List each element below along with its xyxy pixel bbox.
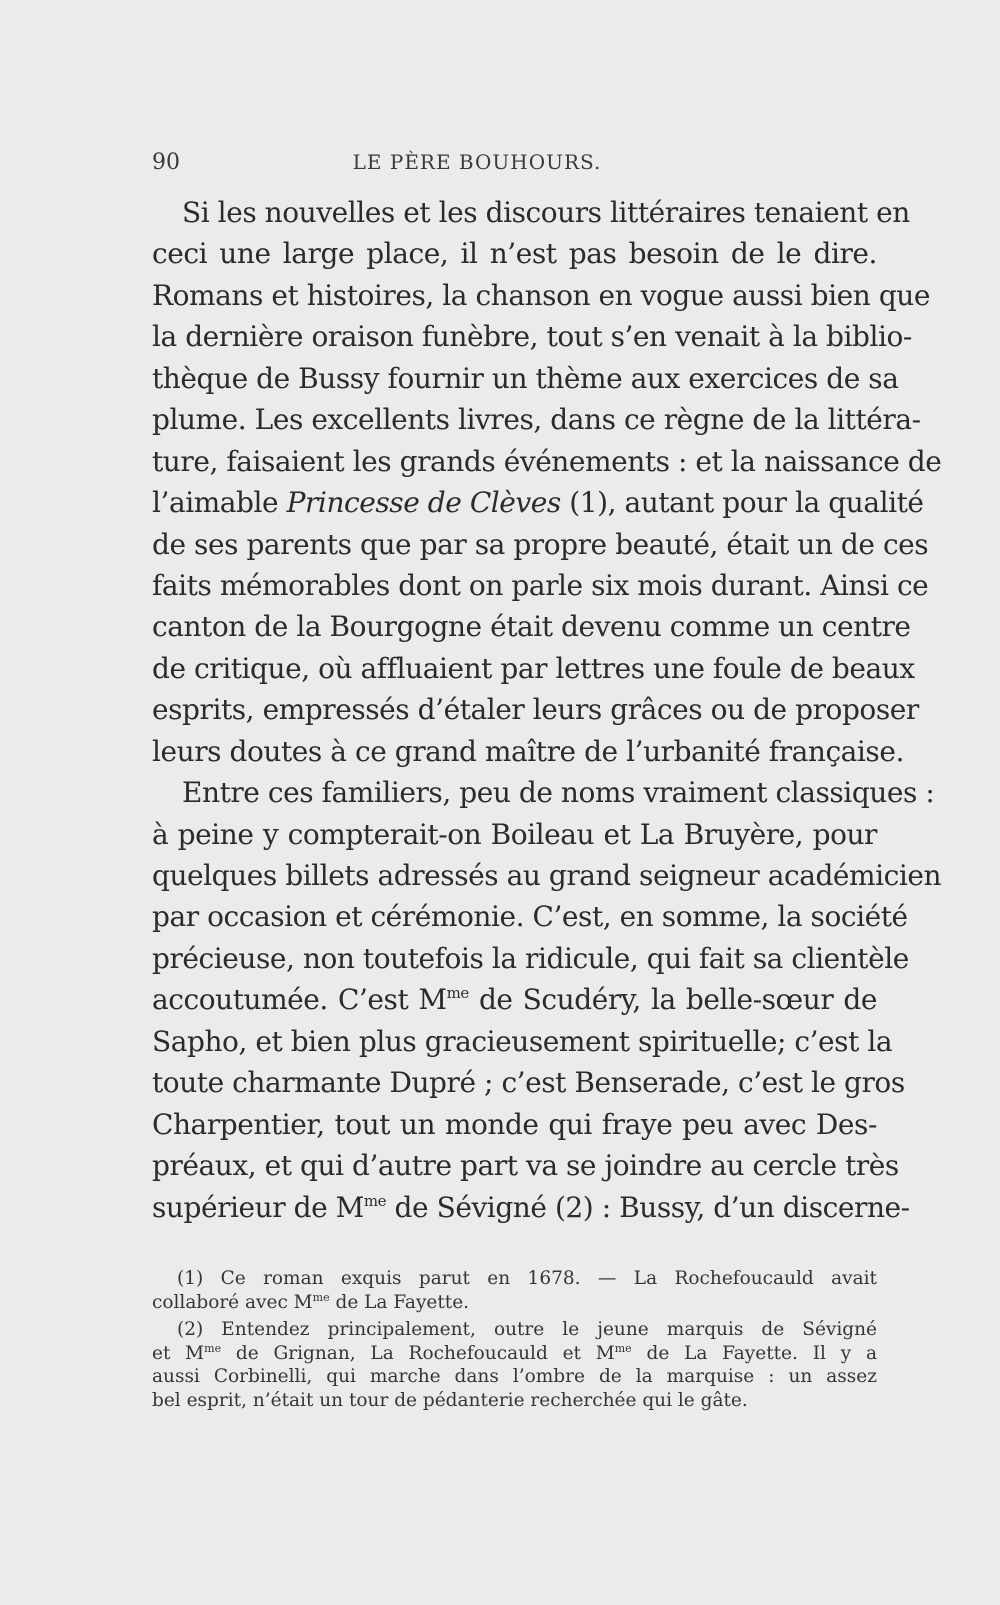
footnote-line: (2) Entendez principalement, outre le jeune marquis de Sévigné	[177, 1319, 877, 1341]
text-line: de critique, où affluaient par lettres une foule de beaux	[152, 651, 915, 685]
superscript: me	[446, 984, 469, 1003]
text-fragment: (1), autant pour la qualité	[560, 486, 924, 520]
text-line: canton de la Bourgogne était devenu comme un centre	[152, 610, 911, 644]
text-line: esprits, empressés d’étaler leurs grâces ou de proposer	[152, 693, 919, 727]
text-fragment: de La Fayette. Il y a	[631, 1342, 877, 1364]
text-line: de ses parents que par sa propre beauté, était un de ces	[152, 527, 929, 561]
book-title-italic: Princesse de Clèves	[286, 486, 561, 520]
text-fragment: et M	[152, 1342, 205, 1364]
text-line: faits mémorables dont on parle six mois durant. Ainsi ce	[152, 568, 929, 602]
text-line: la dernière oraison funèbre, tout s’en venait à la biblio-	[152, 320, 912, 354]
page-number: 90	[152, 150, 180, 175]
text-line: ture, faisaient les grands événements : et la naissance de	[152, 444, 942, 478]
text-line: Charpentier, tout un monde qui fraye peu avec Des-	[152, 1107, 877, 1141]
footnote-line: aussi Corbinelli, qui marche dans l’ombre de la marquise : un assez	[152, 1366, 877, 1388]
text-line: quelques billets adressés au grand seigneur académicien	[152, 859, 942, 892]
text-line: Entre ces familiers, peu de noms vraiment classiques :	[182, 776, 935, 810]
text-fragment: accoutumée. C’est M	[152, 983, 447, 1017]
footnotes	[152, 1267, 877, 1413]
text-fragment: collaboré avec M	[152, 1291, 313, 1313]
text-line: préaux, et qui d’autre part va se joindre au cercle très	[152, 1149, 899, 1183]
footnote-line: bel esprit, n’était un tour de pédanterie recherchée qui le gâte.	[152, 1389, 748, 1411]
text-fragment: de Grignan, La Rochefoucauld et M	[221, 1342, 615, 1364]
text-line: leurs doutes à ce grand maître de l’urbanité française.	[152, 734, 904, 768]
main-text	[152, 192, 942, 1228]
text-line	[152, 1187, 910, 1228]
text-line: toute charmante Dupré ; c’est Benserade, c’est le gros	[152, 1066, 905, 1100]
text-line	[152, 979, 877, 1020]
superscript: me	[363, 1191, 387, 1210]
footnote-line: (1) Ce roman exquis parut en 1678. — La Rochefoucauld avait	[177, 1268, 877, 1289]
text-line: à peine y compterait-on Boileau et La Bruyère, pour	[152, 817, 877, 851]
text-line: par occasion et cérémonie. C’est, en somme, la société	[152, 900, 908, 934]
superscript: me	[614, 1341, 632, 1355]
footnote-line	[152, 1291, 877, 1315]
text-fragment: de Sévigné (2) : Bussy, d’un discerne-	[386, 1190, 910, 1224]
running-title: LE PÈRE BOUHOURS.	[352, 150, 602, 174]
text-line: thèque de Bussy fournir un thème aux exercices de sa	[152, 361, 899, 395]
text-fragment: supérieur de M	[152, 1190, 364, 1224]
text-line: précieuse, non toutefois la ridicule, qui fait sa clientèle	[152, 941, 909, 975]
page-header	[152, 150, 877, 180]
superscript: me	[204, 1341, 222, 1355]
text-line	[152, 482, 924, 523]
text-line: Sapho, et bien plus gracieusement spirituelle; c’est la	[152, 1024, 893, 1058]
text-line: plume. Les excellents livres, dans ce règne de la littéra-	[152, 403, 921, 437]
superscript: me	[312, 1290, 330, 1304]
footnote-line	[152, 1342, 877, 1366]
text-line: Si les nouvelles et les discours littéraires tenaient en	[182, 196, 910, 229]
text-line: Romans et histoires, la chanson en vogue aussi bien que	[152, 278, 930, 312]
text-fragment: l’aimable	[152, 486, 287, 520]
text-fragment: de Scudéry, la belle-sœur de	[468, 983, 877, 1017]
text-fragment: de La Fayette.	[329, 1291, 470, 1313]
text-line: ceci une large place, il n’est pas besoin de le dire.	[152, 237, 877, 271]
